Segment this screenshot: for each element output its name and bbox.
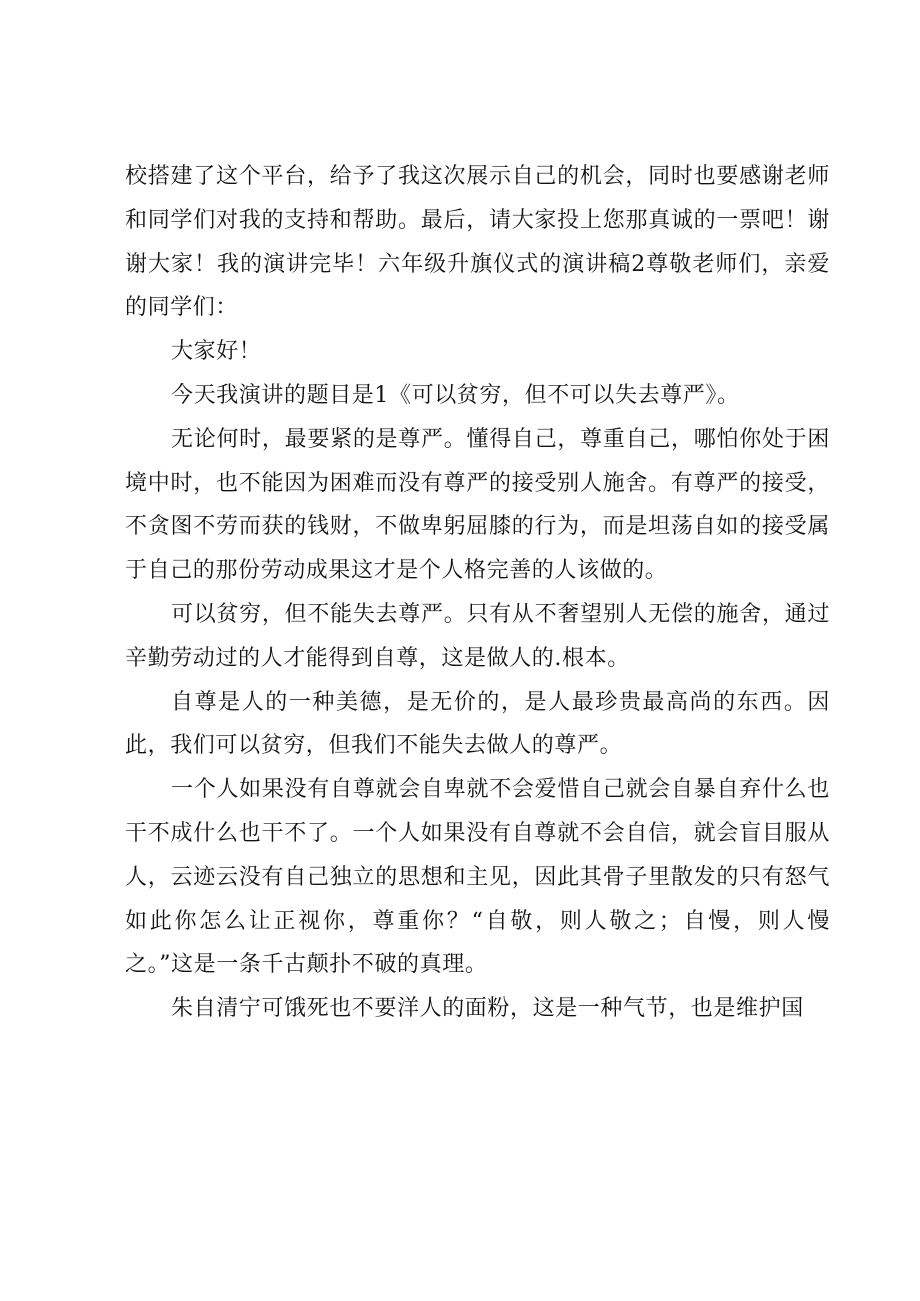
paragraph-4: 无论何时，最要紧的是尊严。懂得自己，尊重自己，哪怕你处于困境中时，也不能因为困难而没有尊严的接受别人施舍。有尊严的接受，不贪图不劳而获的钱财，不做卑躬屈膝的行为，而是坦荡自如的接受属于自己的那份劳动成果这才是个人格完善的人该做的。	[125, 426, 830, 584]
paragraph-2: 大家好！	[171, 339, 262, 365]
paragraph-5: 可以贫穷，但不能失去尊严。只有从不奢望别人无偿的施舍，通过辛勤劳动过的人才能得到自尊，这是做人的.根本。	[125, 601, 830, 671]
paragraph-1: 校搭建了这个平台，给予了我这次展示自己的机会，同时也要感谢老师和同学们对我的支持和帮助。最后，请大家投上您那真诚的一票吧！谢谢大家！我的演讲完毕！六年级升旗仪式的演讲稿2尊敬老师们，亲爱的同学们：	[125, 164, 830, 321]
paragraph-3: 今天我演讲的题目是1《可以贫穷，但不可以失去尊严》。	[171, 382, 740, 408]
paragraph-7: 一个人如果没有自尊就会自卑就不会爱惜自己就会自暴自弃什么也干不成什么也干不了。一个人如果没有自尊就不会自信，就会盲目服从人，云迹云没有自己独立的思想和主见，因此其骨子里散发的只有怒气如此你怎么让正视你，尊重你？“自敬，则人敬之；自慢，则人慢之。”这是一条千古颠扑不破的真理。	[125, 777, 830, 978]
document-body	[125, 155, 830, 1031]
paragraph-6: 自尊是人的一种美德，是无价的，是人最珍贵最高尚的东西。因此，我们可以贫穷，但我们不能失去做人的尊严。	[125, 689, 830, 759]
paragraph-8: 朱自清宁可饿死也不要洋人的面粉，这是一种气节，也是维护国	[171, 996, 804, 1022]
